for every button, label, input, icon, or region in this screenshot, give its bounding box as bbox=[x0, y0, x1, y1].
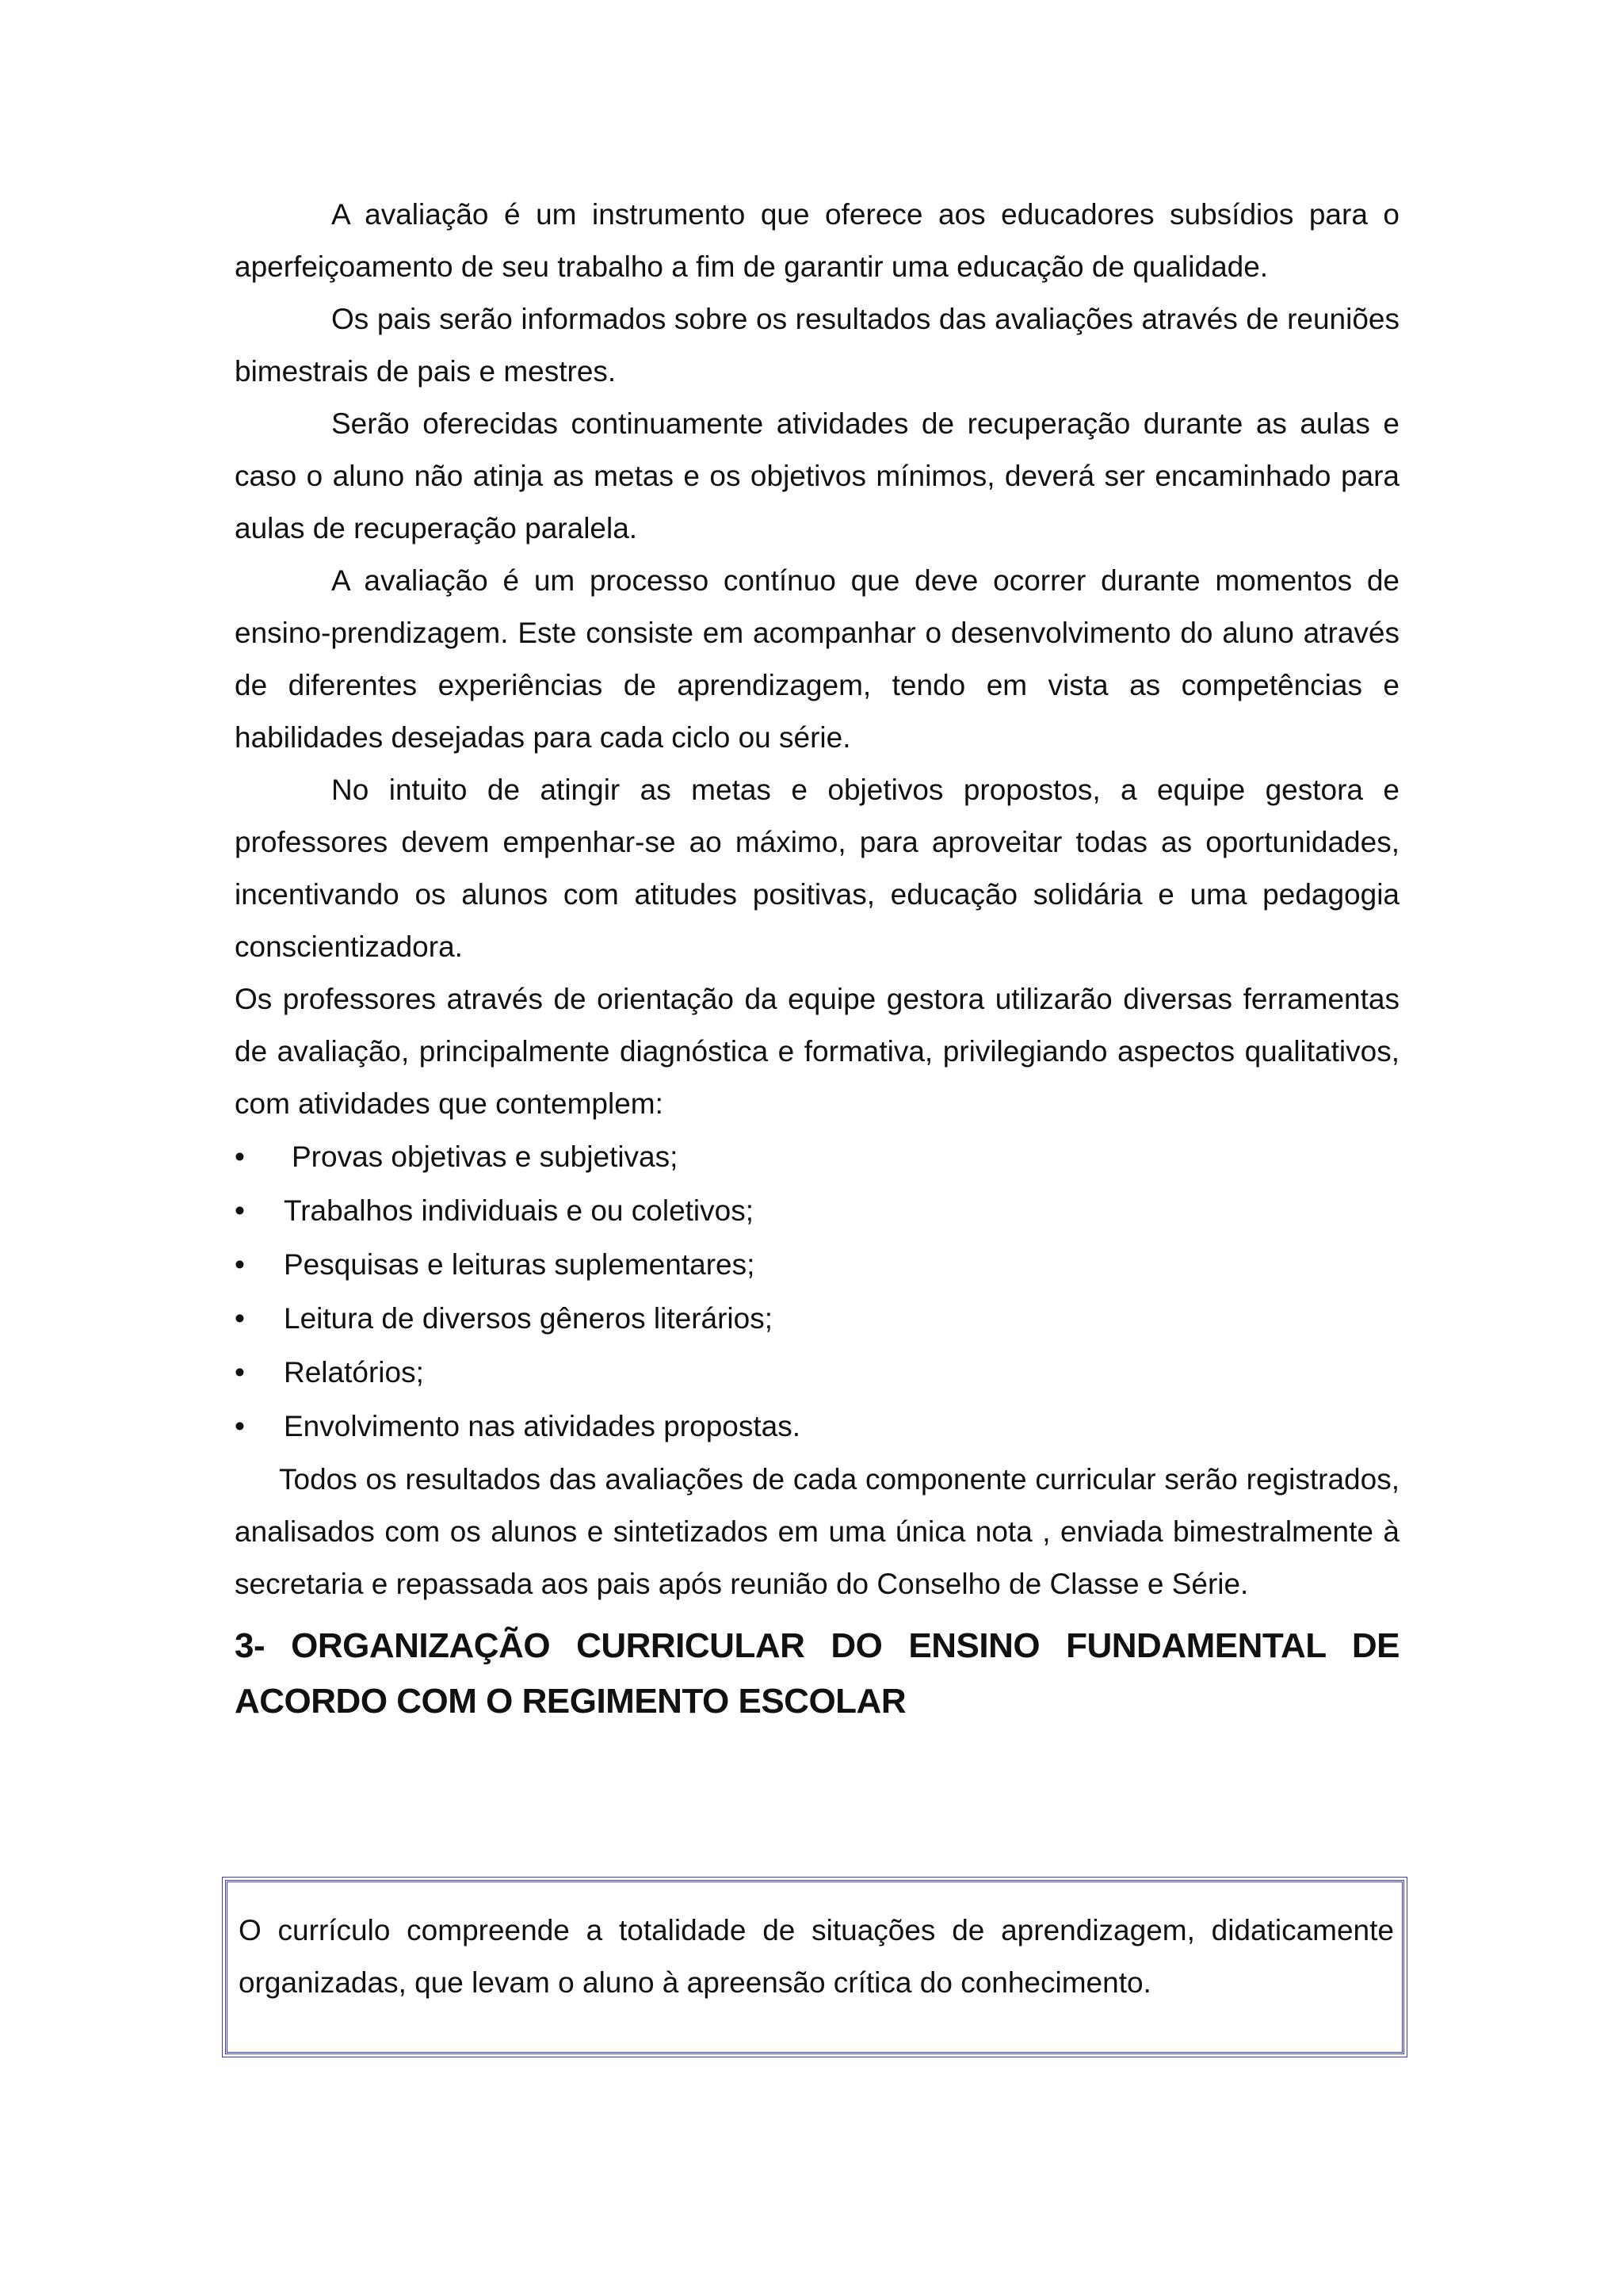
list-item bbox=[235, 1184, 1400, 1238]
list-item bbox=[235, 1238, 1400, 1292]
list-item bbox=[235, 1400, 1400, 1454]
document-page bbox=[235, 189, 1400, 1729]
list-item-text: Trabalhos individuais e ou coletivos; bbox=[284, 1194, 754, 1227]
bullet-icon: • bbox=[235, 1356, 245, 1389]
list-item-text: Envolvimento nas atividades propostas. bbox=[284, 1410, 800, 1442]
bullet-icon: • bbox=[235, 1140, 245, 1173]
paragraph-parents-informed: Os pais serão informados sobre os resultados das avaliações através de reuniões bimestrais de pais e mestres. bbox=[235, 303, 1400, 388]
section-heading: 3- ORGANIZAÇÃO CURRICULAR DO ENSINO FUNDAMENTAL DE ACORDO COM O REGIMENTO ESCOLAR bbox=[235, 1626, 1400, 1721]
bullet-icon: • bbox=[235, 1410, 245, 1442]
paragraph-teachers-tools: Os professores através de orientação da equipe gestora utilizarão diversas ferramentas de avaliação, principalmente diagnóstica e formativa, privilegiando aspectos qualitativos, com atividades que contemplem: bbox=[235, 983, 1400, 1120]
paragraph-results-registered: Todos os resultados das avaliações de cada componente curricular serão registrados, analisados com os alunos e sintetizados em uma única nota , enviada bimestralmente à secretaria e repassada aos pais após reunião do Conselho de Classe e Série. bbox=[235, 1463, 1400, 1600]
bullet-icon: • bbox=[235, 1194, 245, 1227]
list-item bbox=[235, 1130, 1400, 1184]
curriculum-definition-text: O currículo compreende a totalidade de situações de aprendizagem, didaticamente organizadas, que levam o aluno à apreensão crítica do conhecimento. bbox=[239, 1914, 1394, 1999]
paragraph-goals-objectives: No intuito de atingir as metas e objetivos propostos, a equipe gestora e professores devem empenhar-se ao máximo, para aproveitar todas as oportunidades, incentivando os alunos com atitudes positivas, educação solidária e uma pedagogia conscientizadora. bbox=[235, 774, 1400, 963]
list-item-text: Leitura de diversos gêneros literários; bbox=[284, 1302, 773, 1335]
bullet-icon: • bbox=[235, 1248, 245, 1281]
list-item-text: Provas objetivas e subjetivas; bbox=[292, 1140, 678, 1173]
list-item-text: Relatórios; bbox=[284, 1356, 424, 1389]
curriculum-definition-box bbox=[225, 1880, 1404, 2054]
paragraph-evaluation-instrument: A avaliação é um instrumento que oferece aos educadores subsídios para o aperfeiçoamento de seu trabalho a fim de garantir uma educação de qualidade. bbox=[235, 198, 1400, 283]
paragraph-continuous-process: A avaliação é um processo contínuo que deve ocorrer durante momentos de ensino-prendizagem. Este consiste em acompanhar o desenvolvimento do aluno através de diferentes experiências de aprendizagem, tendo em vista as competências e habilidades desejadas para cada ciclo ou série. bbox=[235, 564, 1400, 754]
bullet-icon: • bbox=[235, 1302, 245, 1335]
list-item bbox=[235, 1292, 1400, 1346]
list-item-text: Pesquisas e leituras suplementares; bbox=[284, 1248, 755, 1281]
list-item bbox=[235, 1346, 1400, 1400]
paragraph-recovery-activities: Serão oferecidas continuamente atividades de recuperação durante as aulas e caso o aluno não atinja as metas e os objetivos mínimos, deverá ser encaminhado para aulas de recuperação paralela. bbox=[235, 407, 1400, 544]
evaluation-activities-list bbox=[235, 1130, 1400, 1454]
